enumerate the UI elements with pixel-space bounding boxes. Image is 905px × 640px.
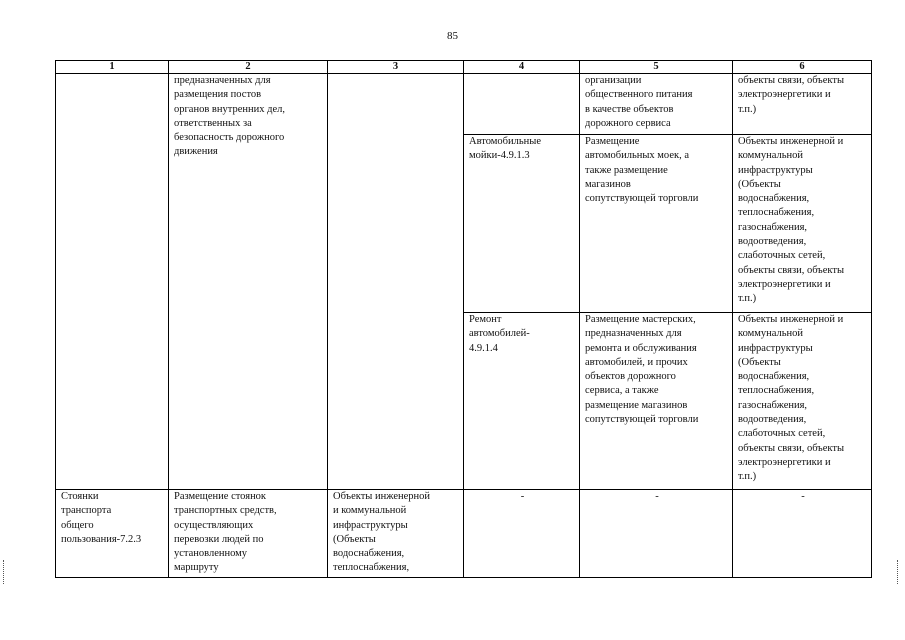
cell-text: Размещение автомобильных моек, а также размещение магазинов сопутствующей торговли bbox=[585, 136, 699, 205]
cell-empty-c1 bbox=[56, 74, 169, 490]
cell-text: организации общественного питания в качестве объектов дорожного сервиса bbox=[585, 75, 693, 129]
header-col-5: 5 bbox=[580, 61, 733, 74]
cell-row-a-c6 bbox=[733, 74, 872, 135]
cell-text: Размещение мастерских, предназначенных для ремонта и обслуживания автомобилей, и прочих объектов дорожного сервиса, а также размещение магазинов сопутствующей торговли bbox=[585, 314, 699, 426]
cell-row-d-c2 bbox=[169, 490, 328, 578]
table-row bbox=[56, 490, 872, 578]
cell-row-b-c6 bbox=[733, 135, 872, 313]
cell-text: Размещение стоянок транспортных средств, осуществляющих перевозки людей по установленному маршруту bbox=[174, 491, 277, 574]
scan-edge-mark-left bbox=[3, 560, 8, 584]
cell-row-c-c5 bbox=[580, 313, 733, 490]
land-use-table bbox=[55, 60, 872, 578]
cell-row-a-c2 bbox=[169, 74, 328, 490]
scan-edge-mark-right bbox=[897, 560, 902, 584]
header-col-4: 4 bbox=[464, 61, 580, 74]
cell-text: Объекты инженерной и коммунальной инфраструктуры (Объекты водоснабжения, теплоснабжения, газоснабжения, водоотведения, слаботочных сетей, объекты связи, объекты электроэнергетики и т.п.) bbox=[738, 136, 845, 305]
cell-row-c-c4 bbox=[464, 313, 580, 490]
cell-row-d-c5: - bbox=[580, 490, 733, 578]
header-col-6: 6 bbox=[733, 61, 872, 74]
cell-text: Объекты инженерной и коммунальной инфраструктуры (Объекты водоснабжения, теплоснабжения, bbox=[333, 491, 431, 574]
cell-text: Ремонт автомобилей- 4.9.1.4 bbox=[469, 314, 530, 354]
cell-text: предназначенных для размещения постов органов внутренних дел, ответственных за безопасность дорожного движения bbox=[174, 75, 285, 158]
cell-row-d-c3 bbox=[328, 490, 464, 578]
table-header bbox=[56, 61, 872, 74]
header-col-1: 1 bbox=[56, 61, 169, 74]
cell-empty-c3 bbox=[328, 74, 464, 490]
cell-row-b-c5 bbox=[580, 135, 733, 313]
cell-row-d-c1 bbox=[56, 490, 169, 578]
header-col-3: 3 bbox=[328, 61, 464, 74]
cell-row-a-c5 bbox=[580, 74, 733, 135]
cell-row-c-c6 bbox=[733, 313, 872, 490]
cell-row-d-c4: - bbox=[464, 490, 580, 578]
table-row bbox=[56, 74, 872, 135]
cell-text: Автомобильные мойки-4.9.1.3 bbox=[469, 136, 541, 162]
page-number: 85 bbox=[447, 30, 458, 42]
cell-text: Объекты инженерной и коммунальной инфраструктуры (Объекты водоснабжения, теплоснабжения, газоснабжения, водоотведения, слаботочных сетей, объекты связи, объекты электроэнергетики и т.п.) bbox=[738, 314, 845, 483]
cell-row-d-c6: - bbox=[733, 490, 872, 578]
cell-row-b-c4 bbox=[464, 135, 580, 313]
header-col-2: 2 bbox=[169, 61, 328, 74]
cell-text: Стоянки транспорта общего пользования-7.2.3 bbox=[61, 491, 142, 545]
cell-text: объекты связи, объекты электроэнергетики и т.п.) bbox=[738, 75, 845, 115]
cell-empty-c4 bbox=[464, 74, 580, 135]
